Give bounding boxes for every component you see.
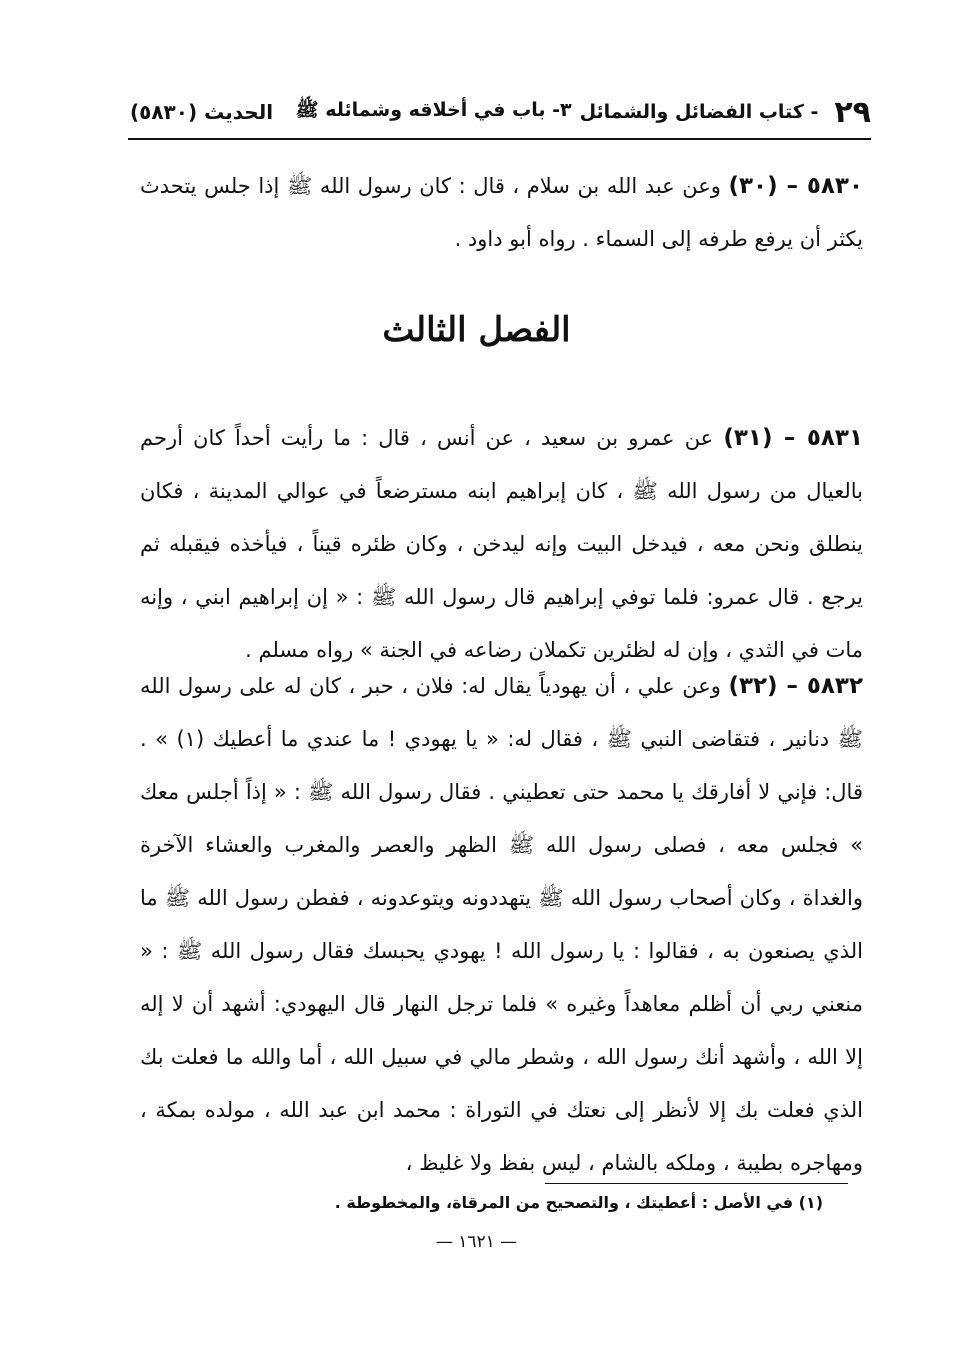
hadith-5832: [140, 660, 863, 1190]
hadith-5831: [140, 412, 863, 677]
hadith-reference: الحديث (٥٨٣٠): [130, 100, 274, 124]
hadith-number: ٥٨٣٢ – (٣٢): [728, 673, 863, 699]
footnote: (١) في الأصل : أعطيتك ، والتصحيح من المرقاة، والمخطوطة .: [334, 1193, 823, 1212]
header-book-info: [296, 95, 871, 130]
chapter-title-header: ٣- باب في أخلاقه وشمائله ﷺ: [295, 99, 572, 121]
hadith-text: وعن علي ، أن يهودياً يقال له: فلان ، حبر ، كان له على رسول الله ﷺ دنانير ، فتقاضى النبي ﷺ ، فقال له: « يا يهودي ! ما عندي ما أعطيك (١) » . قال: فإني لا أفارقك يا محمد حتى تعطيني . فقال رسول الله ﷺ : « إذاً أجلس معك » فجلس معه ، فصلى رسول الله ﷺ الظهر والعصر والمغرب والعشاء الآخرة والغداة ، وكان أصحاب رسول الله ﷺ يتهددونه ويتوعدونه ، ففطن رسول الله ﷺ ما الذي يصنعون به ، فقالوا : يا رسول الله ! يهودي يحبسك فقال رسول الله ﷺ : « منعني ربي أن أظلم معاهداً وغيره » فلما ترجل النهار قال اليهودي: أشهد أن لا إله إلا الله ، وأشهد أنك رسول الله ، وشطر مالي في سبيل الله ، أما والله ما فعلت بك الذي فعلت بك إلا لأنظر إلى نعتك في التوراة : محمد ابن عبد الله ، مولده بمكة ، ومهاجره بطيبة ، وملكه بالشام ، ليس بفظ ولا غليظ ،: [140, 674, 863, 1175]
folio-number: — ١٦٢١ —: [435, 1232, 518, 1252]
hadith-number: ٥٨٣١ – (٣١): [723, 425, 863, 451]
hadith-text: عن عمرو بن سعيد ، عن أنس ، قال : ما رأيت أحداً كان أرحم بالعيال من رسول الله ﷺ ، كان إبراهيم ابنه مسترضعاً في عوالي المدينة ، فكان ينطلق ونحن معه ، فيدخل البيت وإنه ليدخن ، وكان ظئره قيناً ، فيأخذه فيقبله ثم يرجع . قال عمرو: فلما توفي إبراهيم قال رسول الله ﷺ : « إن إبراهيم ابني ، وإنه مات في الثدي ، وإن له لظئرين تكملان رضاعه في الجنة » رواه مسلم .: [140, 426, 863, 662]
page-number: ٢٩: [834, 94, 871, 130]
hadith-number: ٥٨٣٠ – (٣٠): [728, 173, 863, 199]
section-title: الفصل الثالث: [382, 310, 571, 350]
header-rule: [128, 138, 871, 140]
footnote-rule: [545, 1183, 848, 1184]
book-title: - كتاب الفضائل والشمائل: [579, 101, 819, 123]
page-header: [130, 92, 871, 132]
hadith-text: وعن عبد الله بن سلام ، قال : كان رسول الله ﷺ إذا جلس يتحدث يكثر أن يرفع طرفه إلى السماء . رواه أبو داود .: [140, 174, 863, 251]
hadith-5830: [140, 160, 863, 266]
